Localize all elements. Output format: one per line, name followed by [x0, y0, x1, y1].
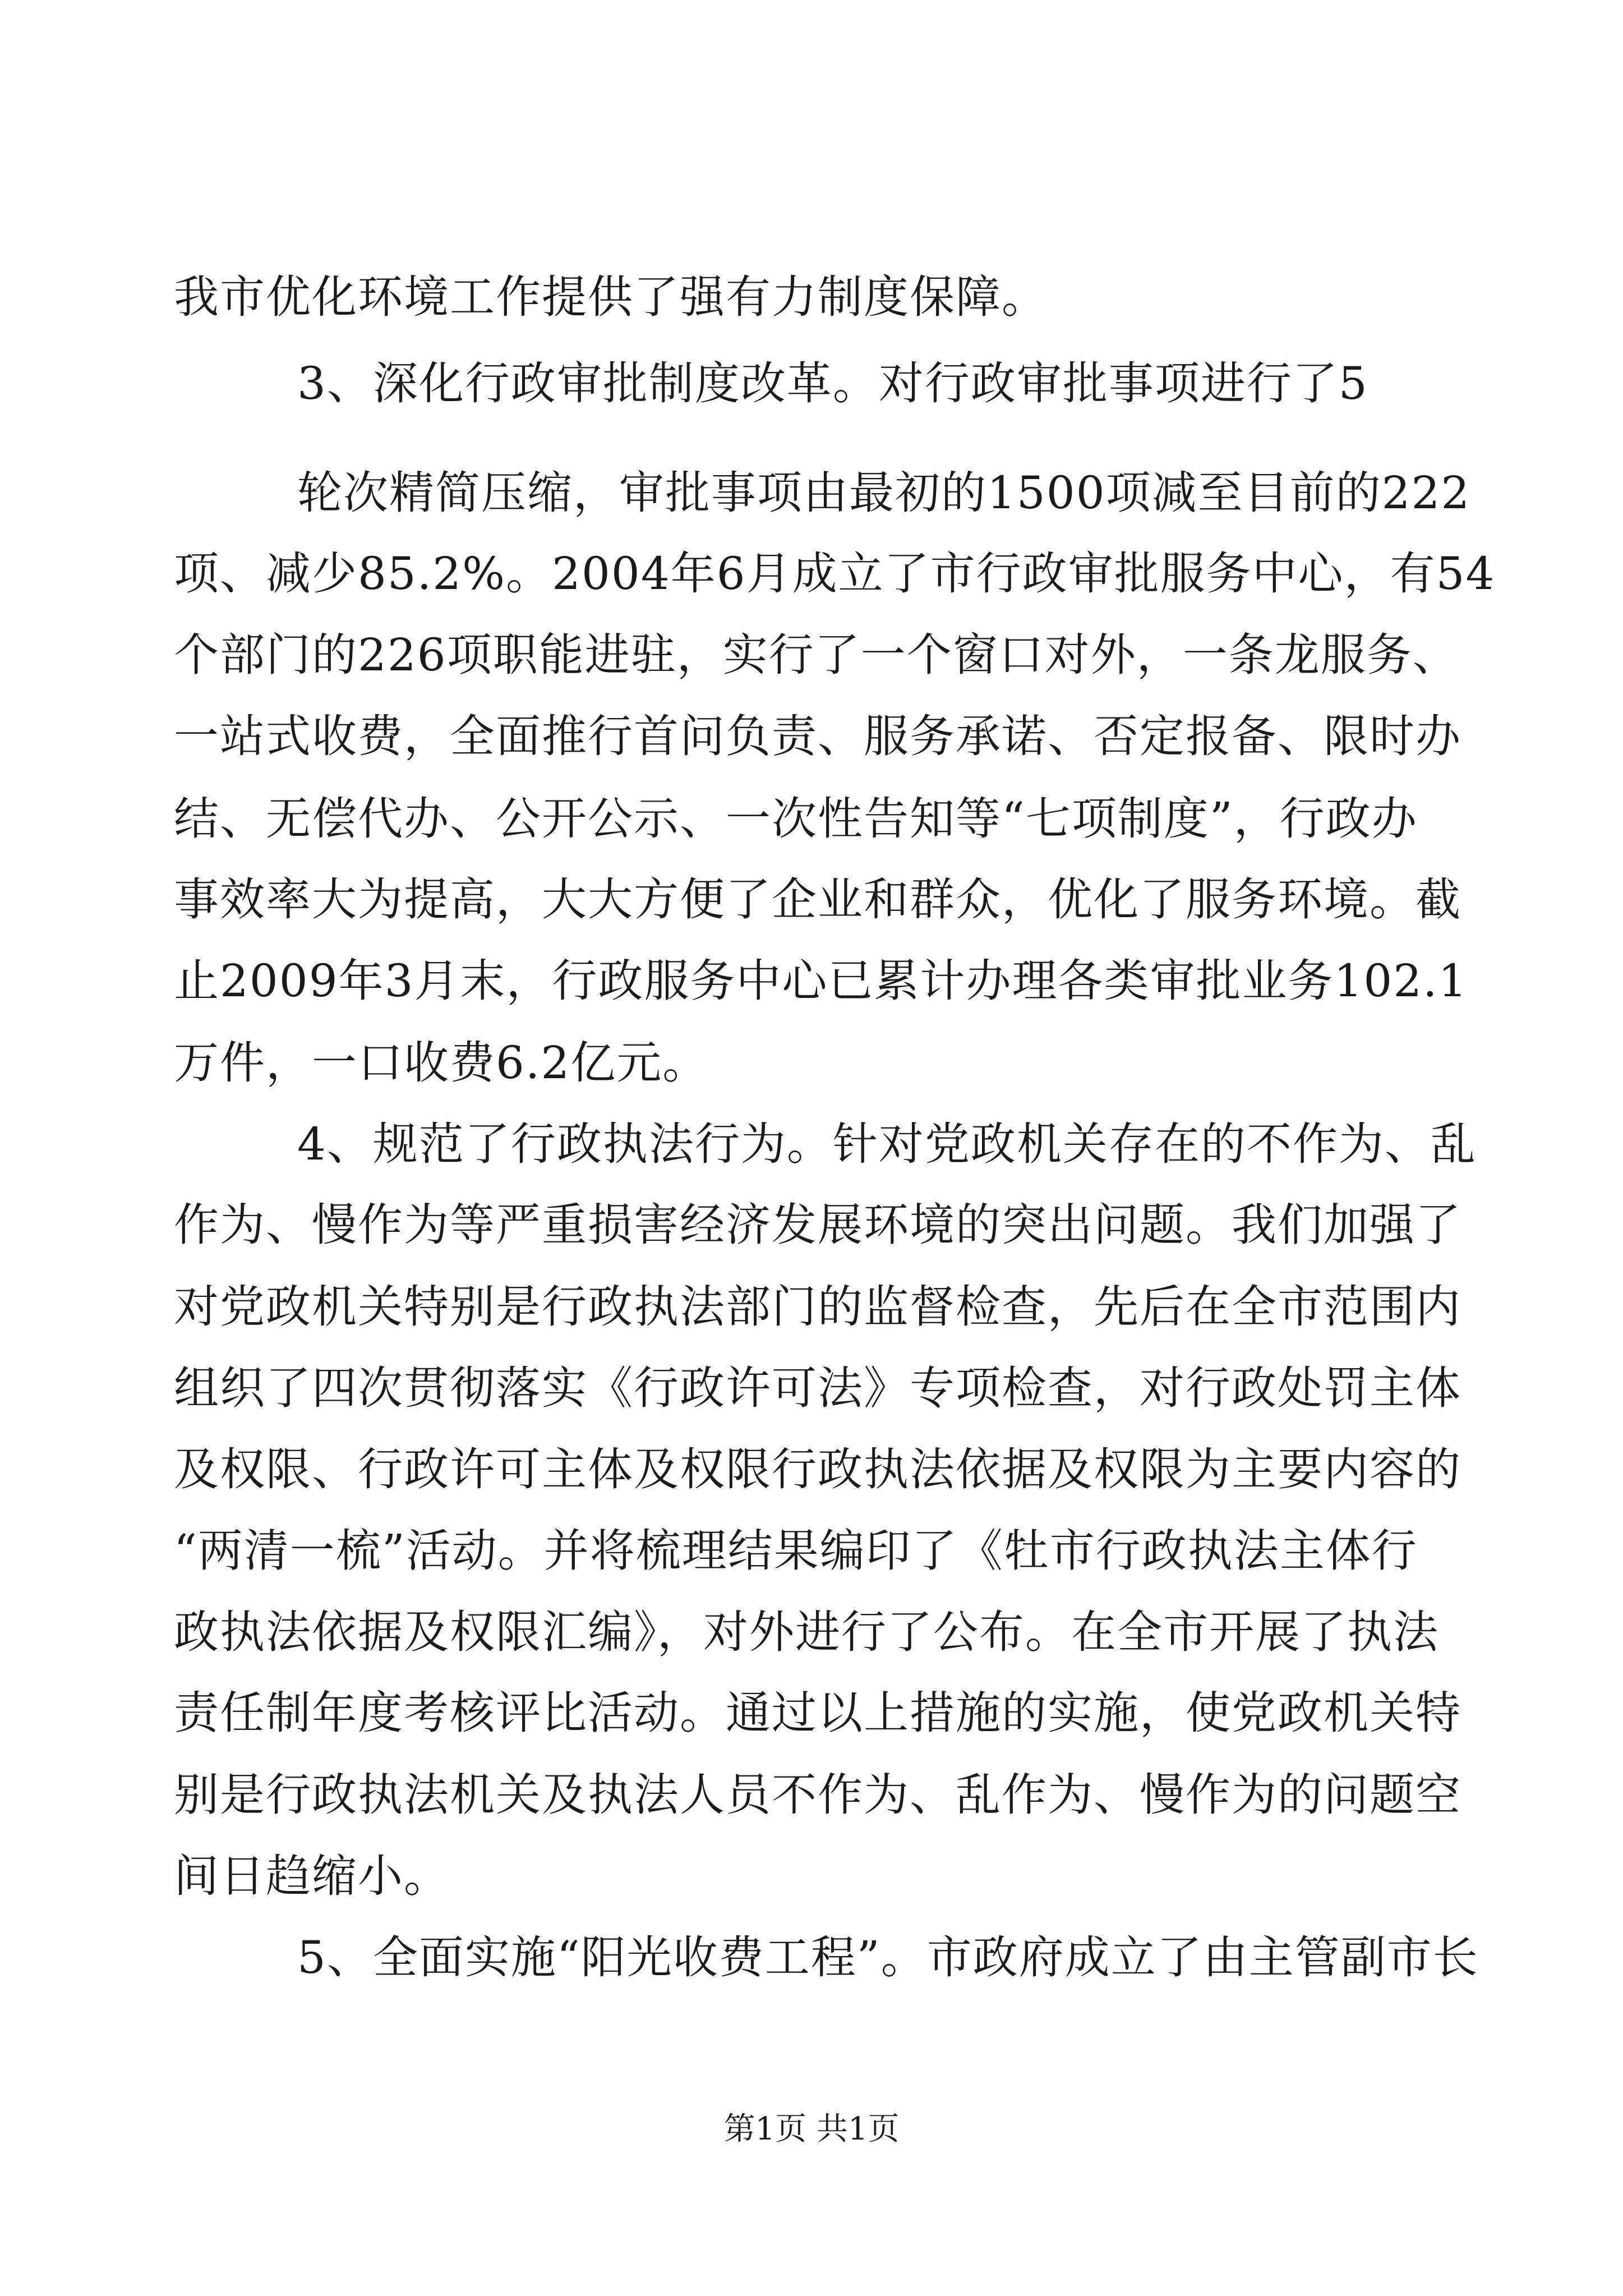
text-line: 组织了四次贯彻落实《行政许可法》专项检查，对行政处罚主体	[174, 1362, 1461, 1414]
text-line: 事效率大为提高，大大方便了企业和群众，优化了服务环境。截	[174, 873, 1461, 926]
text-line: 个部门的226项职能进驻，实行了一个窗口对外，一条龙服务、	[174, 629, 1459, 681]
page-number-label: 第1页 共1页	[723, 2111, 900, 2147]
text-line: 一站式收费，全面推行首问负责、服务承诺、否定报备、限时办	[174, 710, 1461, 762]
text-line: 间日趋缩小。	[174, 1850, 450, 1902]
text-line: 政执法依据及权限汇编》，对外进行了公布。在全市开展了执法	[174, 1606, 1439, 1658]
text-line: 3、深化行政审批制度改革。对行政审批事项进行了5	[297, 357, 1368, 409]
text-line: 作为、慢作为等严重损害经济发展环境的突出问题。我们加强了	[174, 1199, 1461, 1251]
text-line: 别是行政执法机关及执法人员不作为、乱作为、慢作为的问题空	[174, 1769, 1461, 1821]
text-line: 对党政机关特别是行政执法部门的监督检查，先后在全市范围内	[174, 1281, 1461, 1333]
text-line: 4、规范了行政执法行为。针对党政机关存在的不作为、乱	[297, 1118, 1477, 1170]
text-line: 及权限、行政许可主体及权限行政执法依据及权限为主要内容的	[174, 1443, 1461, 1496]
text-line: 止2009年3月末，行政服务中心已累计办理各类审批业务102.1	[174, 955, 1468, 1007]
text-line: 万件，一口收费6.2亿元。	[174, 1037, 709, 1089]
text-line: 项、减少85.2%。2004年6月成立了市行政审批服务中心，有54	[174, 547, 1496, 600]
text-line: 轮次精简压缩，审批事项由最初的1500项减至目前的222	[297, 467, 1471, 519]
text-line: 责任制年度考核评比活动。通过以上措施的实施，使党政机关特	[174, 1687, 1461, 1739]
text-line: 我市优化环境工作提供了强有力制度保障。	[174, 271, 1048, 323]
page-footer	[0, 2111, 1623, 2147]
text-line: 结、无偿代办、公开公示、一次性告知等“七项制度”，行政办	[174, 793, 1418, 845]
text-line: “两清一梳”活动。并将梳理结果编印了《牡市行政执法主体行	[174, 1525, 1418, 1577]
text-line: 5、全面实施“阳光收费工程”。市政府成立了由主管副市长	[297, 1931, 1479, 1984]
